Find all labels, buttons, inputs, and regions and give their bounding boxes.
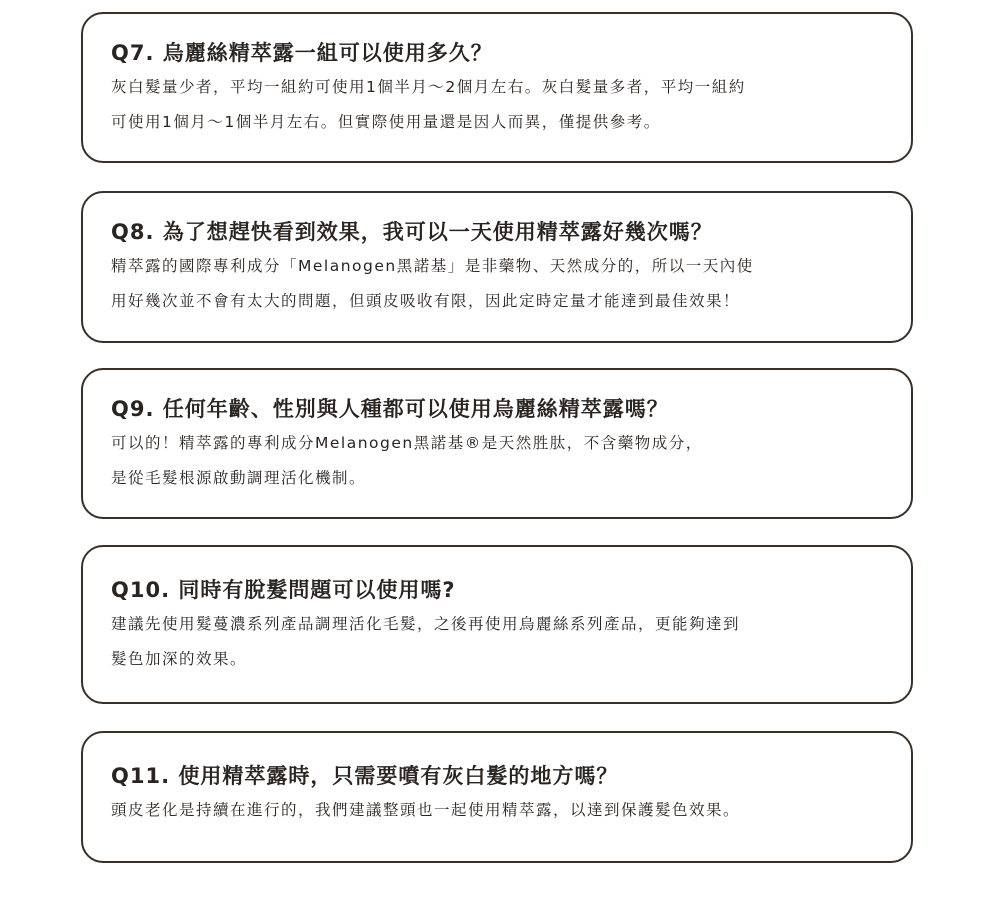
faq-question: Q11. 使用精萃露時，只需要噴有灰白髮的地方嗎？	[111, 764, 619, 788]
faq-answer-line: 建議先使用髮蔓濃系列產品調理活化毛髮，之後再使用烏麗絲系列產品，更能夠達到	[111, 615, 741, 633]
faq-answer-line: 精萃露的國際專利成分「Melanogen黑諾基」是非藥物、天然成分的，所以一天內使	[111, 257, 754, 275]
faq-answer-line: 用好幾次並不會有太大的問題，但頭皮吸收有限，因此定時定量才能達到最佳效果！	[111, 292, 741, 310]
faq-answer-line: 可使用1個月～1個半月左右。但實際使用量還是因人而異，僅提供參考。	[111, 113, 661, 131]
faq-answer-line: 頭皮老化是持續在進行的，我們建議整頭也一起使用精萃露，以達到保護髮色效果。	[111, 801, 741, 819]
faq-card-q11	[81, 731, 913, 863]
faq-question: Q9. 任何年齡、性別與人種都可以使用烏麗絲精萃露嗎？	[111, 397, 669, 421]
faq-question: Q8. 為了想趕快看到效果，我可以一天使用精萃露好幾次嗎？	[111, 220, 713, 244]
faq-question: Q7. 烏麗絲精萃露一組可以使用多久？	[111, 41, 493, 65]
faq-card-q7	[81, 12, 913, 163]
faq-answer-line: 是從毛髮根源啟動調理活化機制。	[111, 469, 367, 487]
faq-card-q8	[81, 191, 913, 343]
faq-question: Q10. 同時有脫髮問題可以使用嗎?	[111, 578, 456, 602]
faq-card-q9	[81, 368, 913, 519]
faq-answer-line: 可以的！精萃露的專利成分Melanogen黑諾基®是天然胜肽，不含藥物成分，	[111, 434, 703, 452]
faq-answer-line: 髮色加深的效果。	[111, 650, 248, 668]
faq-card-q10	[81, 545, 913, 704]
faq-answer-line: 灰白髮量少者，平均一組約可使用1個半月～2個月左右。灰白髮量多者，平均一組約	[111, 78, 746, 96]
